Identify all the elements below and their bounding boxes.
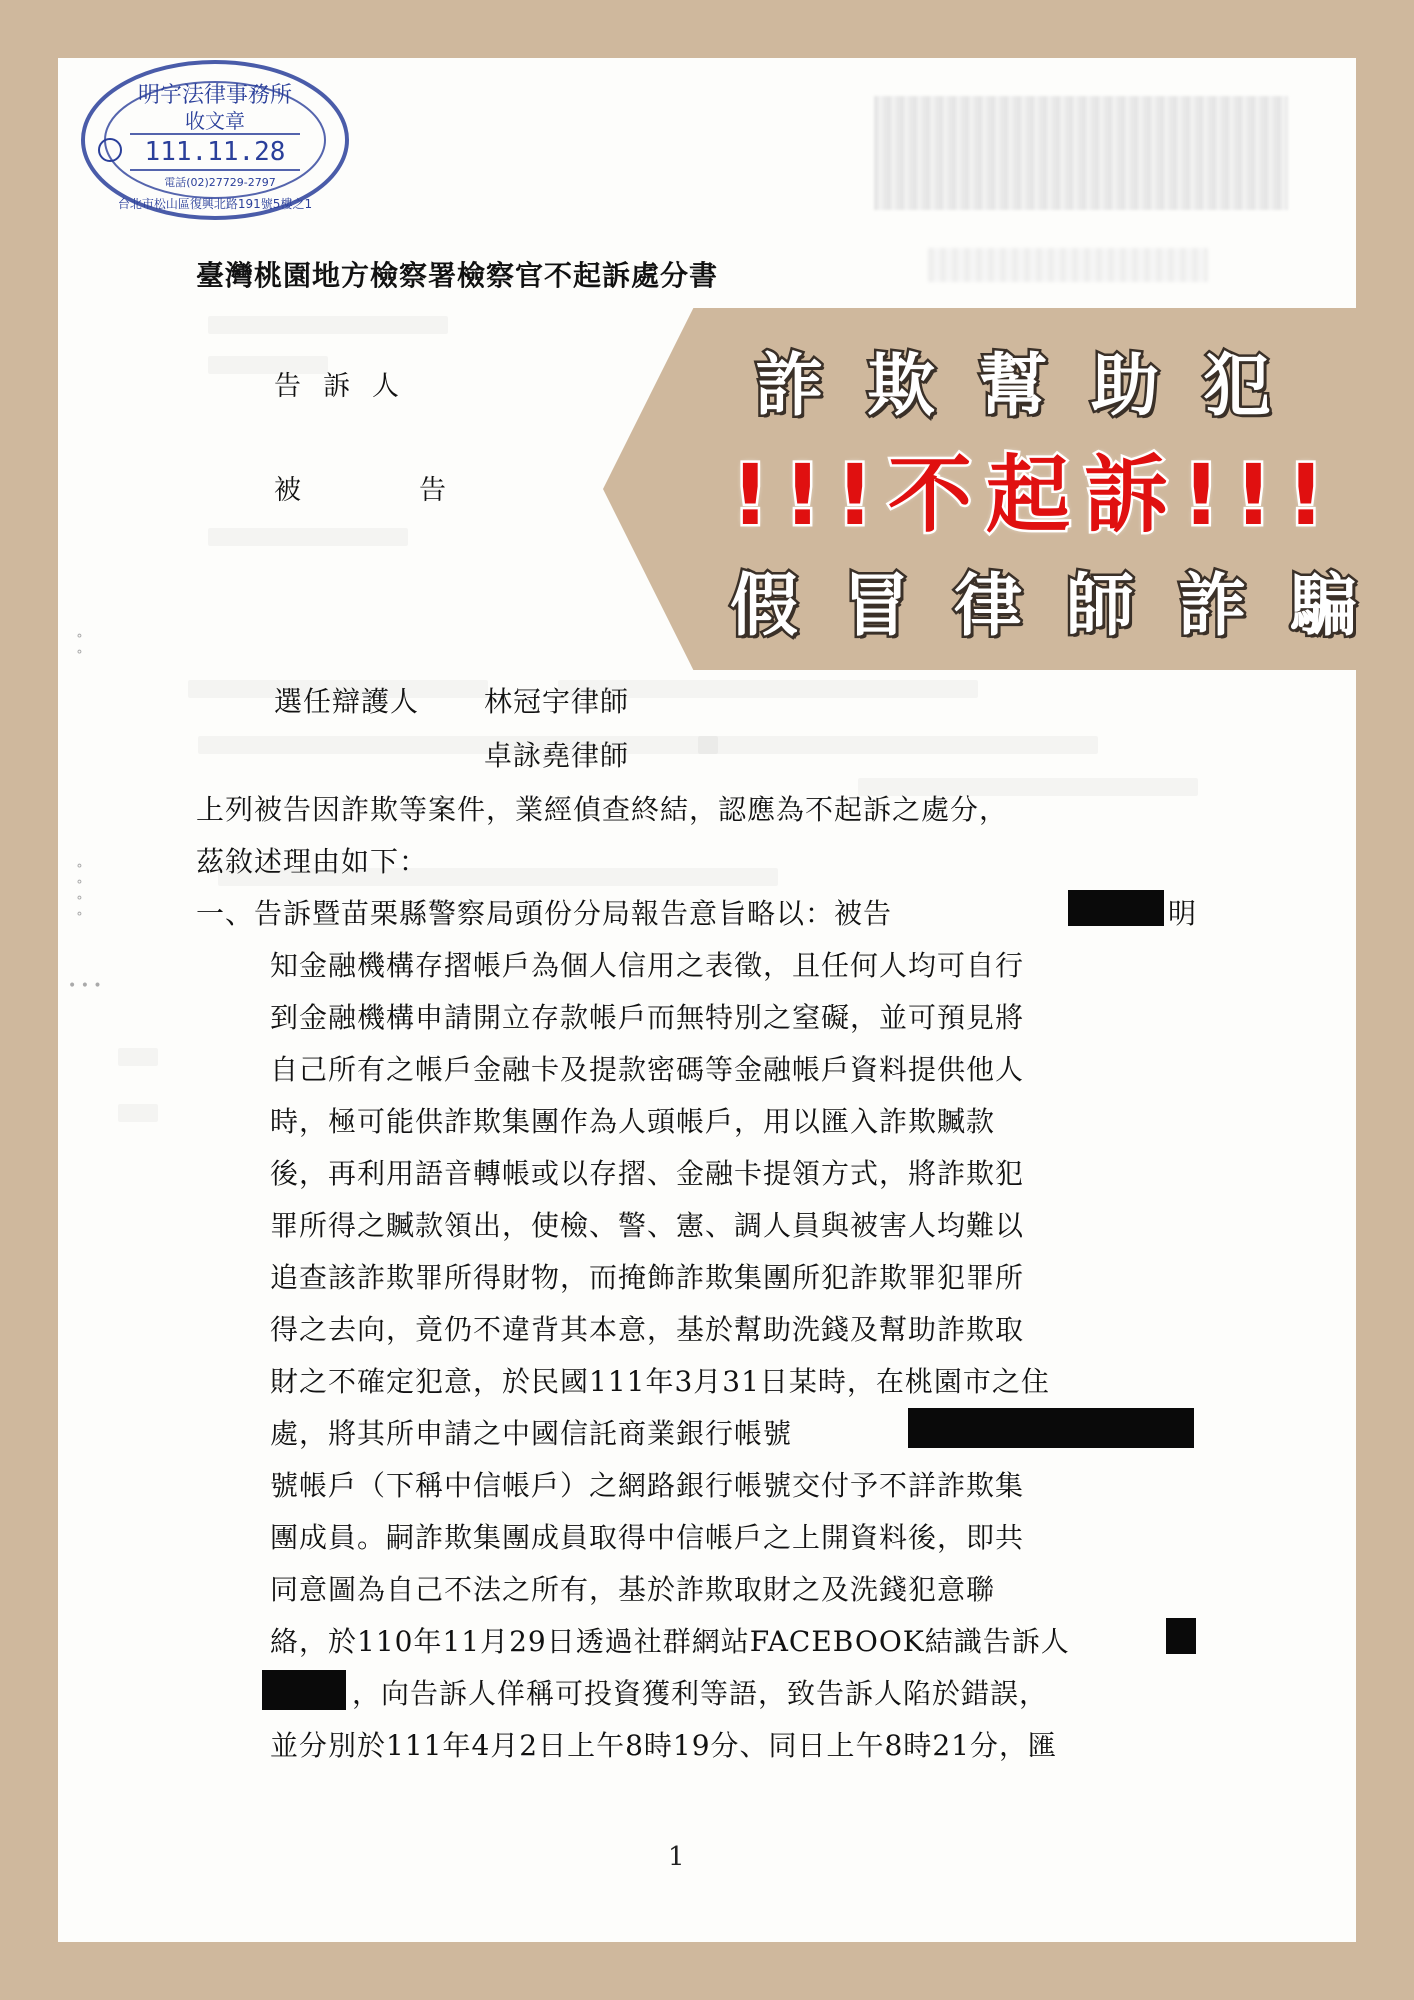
punch-dots: ∘ ∘ [76, 628, 83, 660]
body-line: 處，將其所申請之中國信託商業銀行帳號 [270, 1417, 793, 1450]
body-line: 上列被告因詐欺等案件，業經偵查終結，認應為不起訴之處分， [196, 793, 1009, 826]
body-line: 明 [1168, 897, 1198, 930]
punch-dots: • • • [68, 978, 102, 994]
punch-dots: ∘ ∘ ∘ ∘ [76, 858, 83, 922]
complainant-label: 告訴人 [274, 371, 421, 402]
document-title: 臺灣桃園地方檢察署檢察官不起訴處分書 [196, 259, 719, 292]
body-line: 同意圖為自己不法之所有，基於詐欺取財之及洗錢犯意聯 [270, 1573, 996, 1606]
stamp-date: 111.11.28 [144, 137, 286, 167]
body-line: 得之去向，竟仍不違背其本意，基於幫助洗錢及幫助詐欺取 [270, 1313, 1025, 1346]
receipt-stamp [70, 58, 360, 228]
lawyer-name-2: 卓詠堯律師 [484, 739, 630, 772]
stamp-label: 收文章 [185, 109, 245, 133]
stamp-phone: 電話(02)27729-2797 [164, 176, 276, 189]
body-line: 追查該詐欺罪所得財物，而掩飾詐欺集團所犯詐欺罪犯罪所 [270, 1261, 1025, 1294]
redacted-blur-header [874, 96, 1288, 210]
banner-line-3: 假冒律師詐騙 [730, 567, 1403, 646]
body-line: 號帳戶（下稱中信帳戶）之網路銀行帳號交付予不詳詐欺集 [270, 1469, 1025, 1502]
redaction-box [908, 1408, 1194, 1448]
body-line: 罪所得之贓款領出，使檢、警、憲、調人員與被害人均難以 [270, 1209, 1025, 1242]
banner-line-1: 詐欺幫助犯 [754, 347, 1315, 426]
stamp-org: 明宇法律事務所 [137, 83, 293, 108]
redaction-box [262, 1670, 346, 1710]
redaction-box [1166, 1618, 1196, 1654]
body-line: 時，極可能供詐欺集團作為人頭帳戶，用以匯入詐欺贓款 [270, 1105, 996, 1138]
body-line: 茲敘述理由如下： [196, 845, 429, 878]
lawyer-name-1: 林冠宇律師 [484, 685, 630, 718]
body-line: 到金融機構申請開立存款帳戶而無特別之窒礙，並可預見將 [270, 1001, 1025, 1034]
body-line: 團成員。嗣詐欺集團成員取得中信帳戶之上開資料後，即共 [270, 1521, 1025, 1554]
body-line: 自己所有之帳戶金融卡及提款密碼等金融帳戶資料提供他人 [270, 1053, 1025, 1086]
body-line: 後，再利用語音轉帳或以存摺、金融卡提領方式，將詐欺犯 [270, 1157, 1025, 1190]
body-line: 並分別於111年4月2日上午8時19分、同日上午8時21分，匯 [270, 1729, 1057, 1762]
redacted-blur-header [928, 248, 1208, 282]
redaction-box [1068, 890, 1164, 926]
body-line: 知金融機構存摺帳戶為個人信用之表徵，且任何人均可自行 [270, 949, 1025, 982]
defense-label: 選任辯護人 [274, 685, 420, 718]
stamp-address: 台北市松山區復興北路191號5樓之1 [117, 197, 313, 211]
body-line: ，向告訴人佯稱可投資獲利等語，致告訴人陷於錯誤， [352, 1677, 1049, 1710]
body-line: 一、告訴暨苗栗縣警察局頭份分局報告意旨略以：被告 [196, 897, 893, 930]
page-number: 1 [668, 1842, 685, 1872]
body-line: 絡，於110年11月29日透過社群網站FACEBOOK結識告訴人 [270, 1625, 1070, 1658]
defendant-label: 被告 [274, 475, 564, 506]
body-line: 財之不確定犯意，於民國111年3月31日某時，在桃園市之住 [270, 1365, 1050, 1398]
banner-line-2: !!!不起訴!!! [731, 446, 1339, 544]
